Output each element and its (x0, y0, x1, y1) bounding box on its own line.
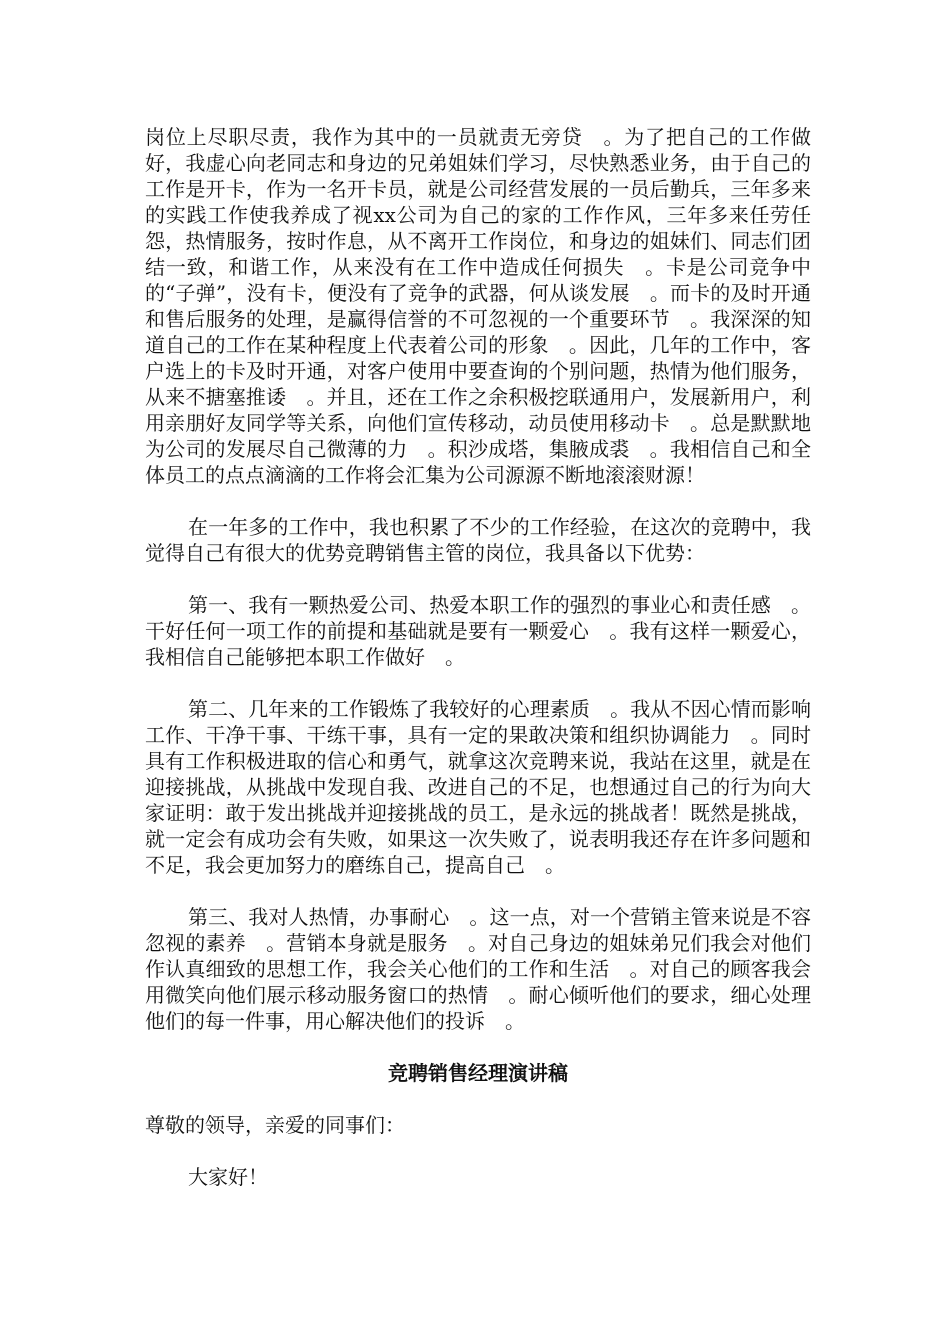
body-paragraph-4: 第二、几年来的工作锻炼了我较好的心理素质 。我从不因心情而影响工作、干净干事、干练干事，具有一定的果敢决策和组织协调能力 。同时具有工作积极进取的信心和勇气，就拿这次竞聘来说，我站在这里，就是在迎接挑战，从挑战中发现自我、改进自己的不足，也想通过自己的行为向大家证明：敢于发出挑战并迎接挑战的员工，是永远的挑战者！既然是挑战，就一定会有成功会有失败，如果这一次失败了，说表明我还存在许多问题和不足，我会更加努力的磨练自己，提高自己 。 (145, 697, 811, 877)
body-paragraph-3: 第一、我有一颗热爱公司、热爱本职工作的强烈的事业心和责任感 。干好任何一项工作的前提和基础就是要有一颗爱心 。我有这样一颗爱心，我相信自己能够把本职工作做好 。 (145, 593, 811, 669)
body-paragraph-2: 在一年多的工作中，我也积累了不少的工作经验，在这次的竞聘中，我觉得自己有很大的优势竞聘销售主管的岗位，我具备以下优势： (145, 515, 811, 565)
greeting: 大家好！ (188, 1165, 268, 1189)
document-body (145, 124, 811, 1190)
salutation: 尊敬的领导，亲爱的同事们： (145, 1113, 405, 1137)
body-paragraph-5: 第三、我对人热情，办事耐心 。这一点，对一个营销主管来说是不容忽视的素养 。营销本身就是服务 。对自己身边的姐妹弟兄们我会对他们作认真细致的思想工作，我会关心他们的工作和生活 。对自己的顾客我会用微笑向他们展示移动服务窗口的热情 。耐心倾听他们的要求，细心处理他们的每一件事，用心解决他们的投诉 。 (145, 905, 811, 1033)
body-paragraph-1: 岗位上尽职尽责，我作为其中的一员就责无旁贷 。为了把自己的工作做好，我虚心向老同志和身边的兄弟姐妹们学习，尽快熟悉业务，由于自己的工作是开卡，作为一名开卡员，就是公司经营发展的一员后勤兵，三年多来的实践工作使我养成了视xx公司为自己的家的工作作风，三年多来任劳任怨，热情服务，按时作息，从不离开工作岗位，和身边的姐妹们、同志们团结一致，和谐工作，从来没有在工作中造成任何损失 。卡是公司竞争中的“子弹”，没有卡，便没有了竞争的武器，何从谈发展 。而卡的及时开通和售后服务的处理，是赢得信誉的不可忽视的一个重要环节 。我深深的知道自己的工作在某种程度上代表着公司的形象 。因此，几年的工作中，客户选上的卡及时开通，对客户使用中要查询的个别问题，热情为他们服务，从来不搪塞推诿 。并且，还在工作之余积极挖联通用户，发展新用户，利用亲朋好友同学等关系，向他们宣传移动，动员使用移动卡 。总是默默地为公司的发展尽自己微薄的力 。积沙成塔，集腋成裘 。我相信自己和全体员工的点点滴滴的工作将会汇集为公司源源不断地滚滚财源！ (145, 125, 811, 487)
document-title: 竞聘销售经理演讲稿 (388, 1061, 568, 1085)
